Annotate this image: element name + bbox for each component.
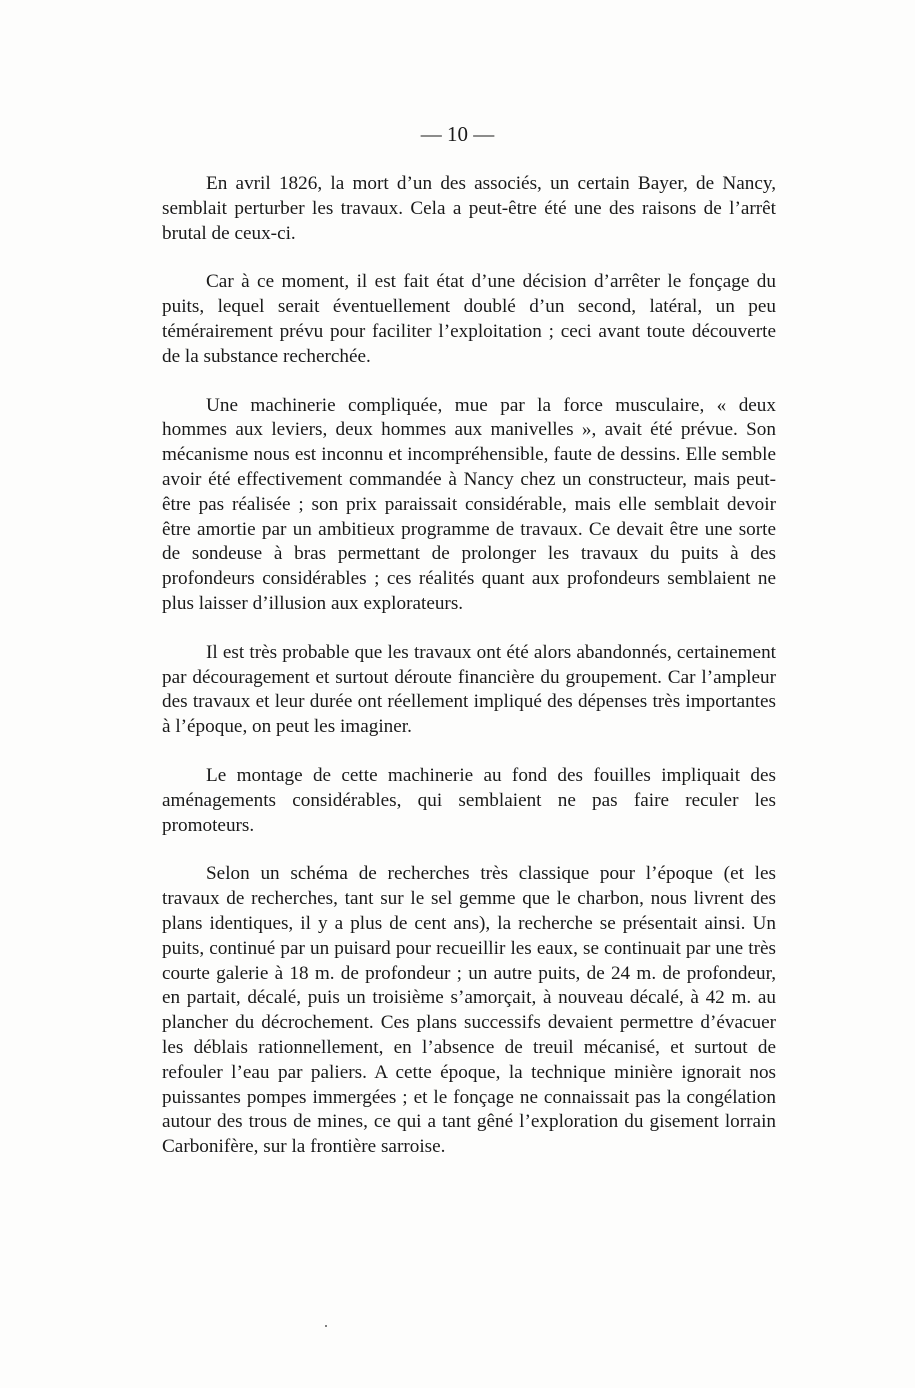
- paragraph-5: Le montage de cette machinerie au fond des fouilles impliquait des aménagements considérables, qui semblaient ne pas faire reculer les promoteurs.: [162, 764, 776, 836]
- body-text: [162, 172, 776, 1160]
- paragraph-2: Car à ce moment, il est fait état d’une décision d’arrêter le fonçage du puits, lequel serait éventuellement doublé d’un second, latéral, un peu témérairement prévu pour faciliter l’exploitation ; ceci avant toute découverte de la substance recherchée.: [162, 271, 776, 367]
- page-number: — 10 —: [420, 122, 495, 146]
- paragraph-3: Une machinerie compliquée, mue par la force musculaire, « deux hommes aux leviers, deux hommes aux manivelles », avait été prévue. Son mécanisme nous est inconnu et incompréhensible, faute de dessins. Elle semble avoir été effectivement commandée à Nancy chez un constructeur, mais peut-être pas réalisée ; son prix paraissait considérable, mais elle semblait devoir être amortie par un ambitieux programme de travaux. Ce devait être une sorte de sondeuse à bras permettant de prolonger les travaux du puits à des profondeurs considérables ; ces réalités quant aux profondeurs semblaient ne plus laisser d’illusion aux explorateurs.: [162, 394, 776, 614]
- paragraph-1: En avril 1826, la mort d’un des associés, un certain Bayer, de Nancy, semblait perturber les travaux. Cela a peut-être été une des raisons de l’arrêt brutal de ceux-ci.: [162, 173, 776, 244]
- paragraph-6: Selon un schéma de recherches très classique pour l’époque (et les travaux de recherches, tant sur le sel gemme que le charbon, nous livrent des plans identiques, il y a plus de cent ans), la recherche se présentait ainsi. Un puits, continué par un puisard pour recueillir les eaux, se continuait par une très courte galerie à 18 m. de profondeur ; un autre puits, de 24 m. de profondeur, en partait, décalé, puis un troisième s’amorçait, à nouveau décalé, à 42 m. au plancher du décrochement. Ces plans successifs devaient permettre d’évacuer les déblais rationnellement, en l’absence de treuil mécanisé, et surtout de refouler l’eau par paliers. A cette époque, la technique minière ignorait nos puissantes pompes immergées ; et le fonçage ne connaissait pas la congélation autour des trous de mines, ce qui a tant gêné l’exploration du gisement lorrain Carbonifère, sur la frontière sarroise.: [162, 863, 776, 1158]
- paragraph-4: Il est très probable que les travaux ont été alors abandonnés, certainement par découragement et surtout déroute financière du groupement. Car l’ampleur des travaux et leur durée ont réellement impliqué des dépenses très importantes à l’époque, on peut les imaginer.: [162, 641, 776, 738]
- print-speck: [325, 1325, 327, 1327]
